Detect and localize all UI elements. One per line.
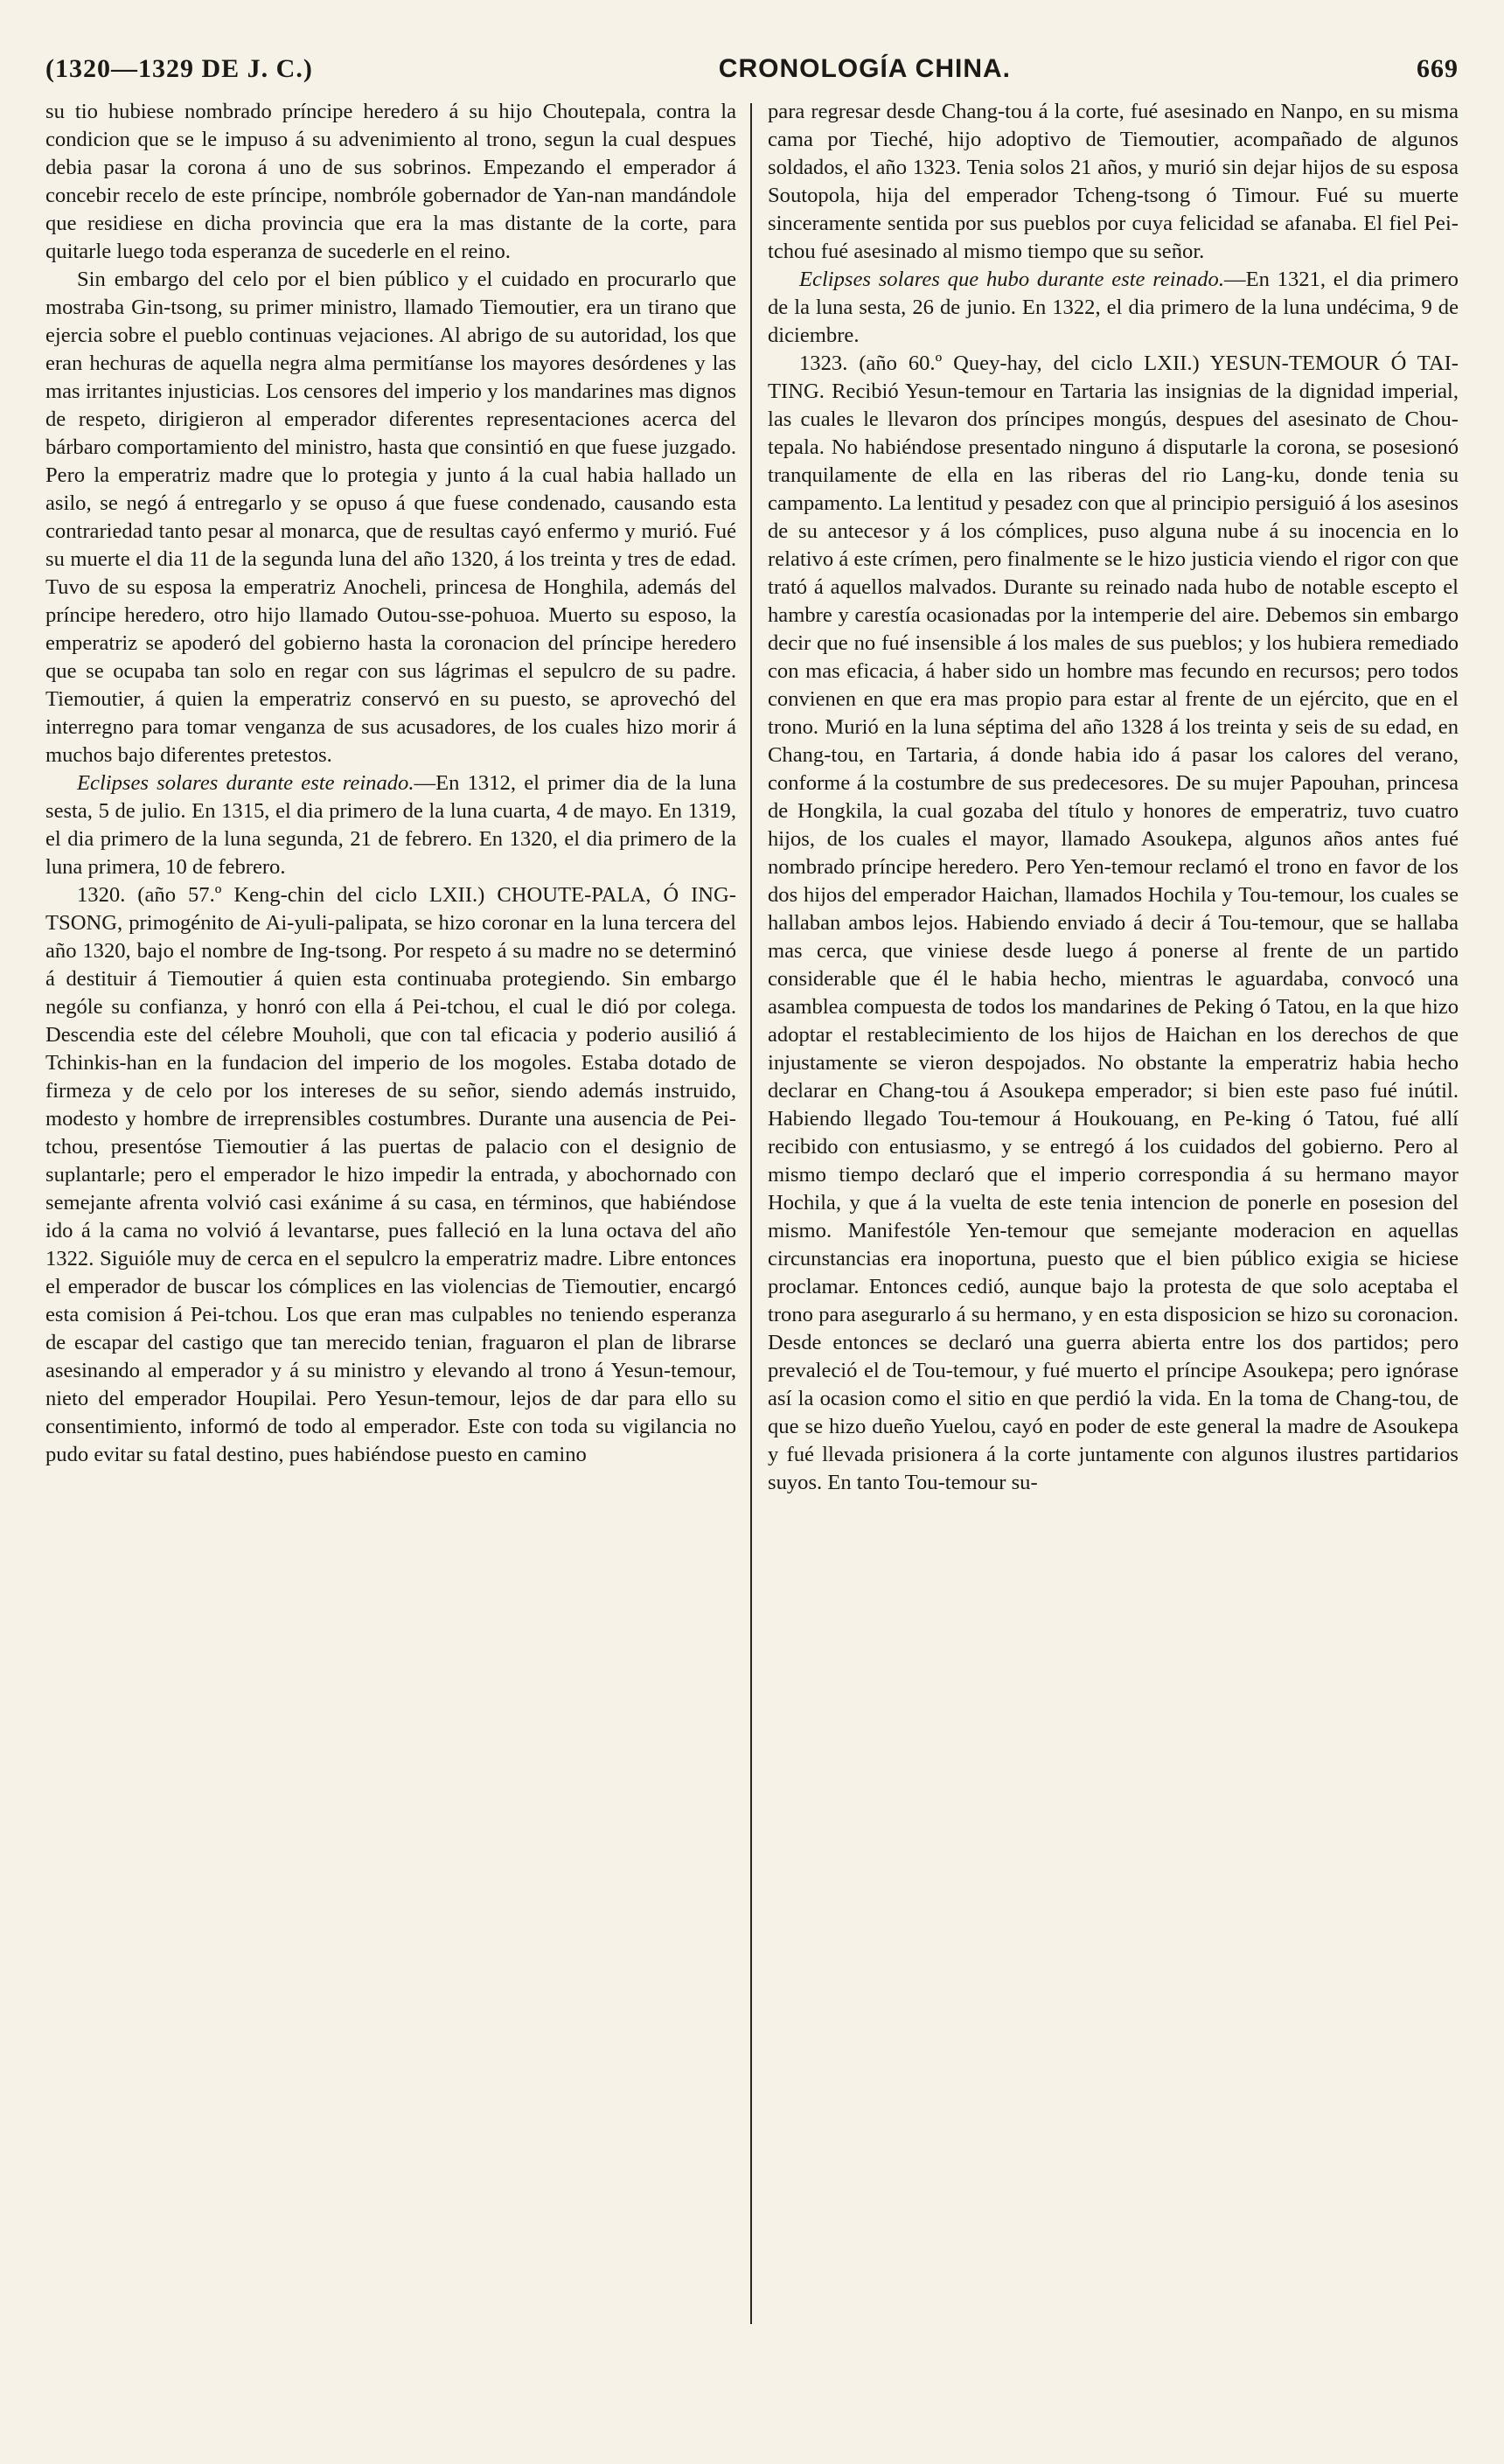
paragraph: Sin embargo del celo por el bien público y el cuidado en procurarlo que mostraba Gin-tsong, su primer ministro, llamado Tiemoutier, era un tirano que ejercia sobre el pueblo continuas vejaciones. Al abrigo de su autoridad, los que eran hechuras de aquella negra alma permitíanse los mayores desórdenes y las mas irritantes injusticias. Los censores del imperio y los mandarines mas dignos de respeto, dirigieron al emperador diferentes representaciones acerca del bárbaro comportamiento del ministro, hasta que consintió en que fuese juzgado. Pero la emperatriz madre que lo protegia y junto á la cual habia hallado un asilo, se negó á entregarlo y se opuso á que fuese condenado, causando esta contrariedad tanto pesar al monarca, que de resultas cayó enfermo y murió. Fué su muerte el dia 11 de la segunda luna del año 1320, á los treinta y tres de edad. Tuvo de su esposa la emperatriz Anocheli, princesa de Honghila, además del príncipe heredero, otro hijo llamado Outou-sse-pohuoa. Muerto su esposo, la emperatriz se apoderó del gobierno hasta la coronacion del príncipe heredero que se ocupaba tan solo en regar con sus lágrimas el sepulcro de su padre. Tiemoutier, á quien la emperatriz conservó en su puesto, se aprovechó del interregno para tomar venganza de sus acusadores, de los cuales hizo morir á muchos bajo diferentes pretestos. <box>45 268 736 767</box>
page-number: 669 <box>1416 54 1459 83</box>
eclipses-paragraph <box>768 266 1459 350</box>
paragraph: su tio hubiese nombrado príncipe heredero á su hijo Choutepala, contra la condicion que se le impuso á su advenimiento al trono, segun la cual despues debia pasar la corona á uno de sus sobrinos. Empezando el emperador á concebir recelo de este príncipe, nombróle gobernador de Yan-nan mandándole que residiese en dicha provincia que era la mas distante de la corte, para quitarle luego toda esperanza de sucederle en el reino. <box>45 100 736 263</box>
header-date-range: (1320—1329 DE J. C.) <box>45 54 313 83</box>
column-divider <box>750 103 752 2324</box>
eclipses-heading: Eclipses solares durante este reinado. <box>77 771 414 795</box>
eclipses-paragraph <box>45 769 736 881</box>
reign-entry-paragraph: 1323. (año 60.º Quey-hay, del ciclo LXII.) YESUN-TEMOUR Ó TAI-TING. Recibió Yesun-temour en Tartaria las insignias de la dignidad imperial, las cuales le llevaron dos príncipes mongús, despues del asesinato de Chou-tepala. No habiéndose presentado ninguno á disputarle la corona, se posesionó tranquilamente de ella en las riberas del rio Lang-ku, donde tenia su campamento. La lentitud y pesadez con que al principio persiguió á los asesinos de su antecesor y á los cómplices, puso alguna nube á su inocencia en lo relativo á este crímen, pero finalmente se le hizo justicia viendo el rigor con que trató á aquellos malvados. Durante su reinado nada hubo de notable escepto el hambre y carestía ocasionadas por la intemperie del aire. Debemos sin embargo decir que no fué insensible á los males de sus pueblos; y los hubiera remediado con mas eficacia, á haber sido un hombre mas fecundo en recursos; pero todos convienen en que era mas propio para estar al frente de un ejército, que en el trono. Murió en la luna séptima del año 1328 á los treinta y seis de su edad, en Chang-tou, en Tartaria, á donde habia ido á pasar los calores del verano, conforme á la costumbre de sus predecesores. De su mujer Papouhan, princesa de Hongkila, la cual gozaba del título y honores de emperatriz, tuvo cuatro hijos, de los cuales el mayor, llamado Asoukepa, algunos años antes fué nombrado príncipe heredero. Pero Yen-temour reclamó el trono en favor de los dos hijos del emperador Haichan, llamados Hochila y Tou-temour, los cuales se hallaban ambos lejos. Habiendo enviado á decir á Tou-temour, que se hallaba mas cerca, que viniese desde luego á ponerse al frente de un partido considerable que él le habia hecho, mientras le aguardaba, convocó una asamblea compuesta de todos los mandarines de Peking ó Tatou, en la que hizo adoptar el restablecimiento de los hijos de Haichan en los derechos de que injustamente se vieron despojados. No obstante la emperatriz habia hecho declarar en Chang-tou á Asoukepa emperador; si bien este paso fué inútil. Habiendo llegado Tou-temour á Houkouang, en Pe-king ó Tatou, fué allí recibido con entusiasmo, y se entregó á los cuidados del gobierno. Pero al mismo tiempo declaró que el imperio correspondia á su hermano mayor Hochila, y que á la vuelta de este tenia intencion de ponerle en posesion del mismo. Manifestóle Yen-temour que semejante moderacion en aquellas circunstancias era inoportuna, puesto que el bien público exigia se hiciese proclamar. Entonces cedió, aunque bajo la protesta de que solo aceptaba el trono para asegurarlo á su hermano, y en esta disposicion se hizo su coronacion. Desde entonces se declaró una guerra abierta entre los dos partidos; pero prevaleció el de Tou-temour, y fué muerto el príncipe Asoukepa; pero ignórase así la ocasion como el sitio en que perdió la vida. En la toma de Chang-tou, de que se hizo dueño Yuelou, cayó en poder de este general la madre de Asoukepa y fué llevada prisionera á la corte juntamente con algunos ilustres partidarios suyos. En tanto Tou-temour su- <box>768 352 1459 1494</box>
left-column <box>45 98 736 1497</box>
paragraph: para regresar desde Chang-tou á la corte, fué asesinado en Nanpo, en su misma cama por Tieché, hijo adoptivo de Tiemoutier, acompañado de algunos soldados, el año 1323. Tenia solos 21 años, y murió sin dejar hijos de su esposa Soutopola, hija del emperador Tcheng-tsong ó Timour. Fué su muerte sinceramente sentida por sus pueblos por cuya felicidad se afanaba. El fiel Pei-tchou fué asesinado al mismo tiempo que su señor. <box>768 100 1459 263</box>
header-title: CRONOLOGÍA CHINA. <box>718 54 1012 83</box>
eclipses-text: —En 1312, el primer dia de la luna sesta, 5 de julio. En 1315, el dia primero de la luna cuarta, 4 de mayo. En 1319, el dia primero de la luna segunda, 21 de febrero. En 1320, el dia primero de la luna primera, 10 de febrero. <box>45 771 736 879</box>
eclipses-heading: Eclipses solares que hubo durante este reinado. <box>799 268 1224 291</box>
right-column <box>768 98 1459 1497</box>
text-columns <box>45 98 1459 1497</box>
reign-entry-paragraph: 1320. (año 57.º Keng-chin del ciclo LXII.) CHOUTE-PALA, Ó ING-TSONG, primogénito de Ai-yuli-palipata, se hizo coronar en la luna tercera del año 1320, bajo el nombre de Ing-tsong. Por respeto á su madre no se determinó á destituir á Tiemoutier á quien esta continuaba protegiendo. Sin embargo nególe su confianza, y honró con ella á Pei-tchou, el cual le dió por colega. Descendia este del célebre Mouholi, que con tal eficacia y poderio ausilió á Tchinkis-han en la fundacion del imperio de los mogoles. Estaba dotado de firmeza y de celo por los intereses de su señor, siendo además instruido, modesto y hombre de irreprensibles costumbres. Durante una ausencia de Pei-tchou, presentóse Tiemoutier á las puertas de palacio con el designio de suplantarle; pero el emperador le hizo impedir la entrada, y abochornado con semejante afrenta volvió casi exánime á su casa, en términos, que habiéndose ido á la cama no volvió á levantarse, pues falleció en la luna octava del año 1322. Siguióle muy de cerca en el sepulcro la emperatriz madre. Libre entonces el emperador de buscar los cómplices en las violencias de Tiemoutier, encargó esta comision á Pei-tchou. Los que eran mas culpables no teniendo esperanza de escapar del castigo que tan merecido tenian, fraguaron el plan de librarse asesinando al emperador y á su ministro y elevando al trono á Yesun-temour, nieto del emperador Houpilai. Pero Yesun-temour, lejos de dar para ello su consentimiento, informó de todo al emperador. Este con toda su vigilancia no pudo evitar su fatal destino, pues habiéndose puesto en camino <box>45 883 736 1466</box>
eclipses-text: —En 1321, el dia primero de la luna sesta, 26 de junio. En 1322, el dia primero de la luna undécima, 9 de diciembre. <box>768 268 1459 347</box>
running-header <box>45 54 1459 93</box>
